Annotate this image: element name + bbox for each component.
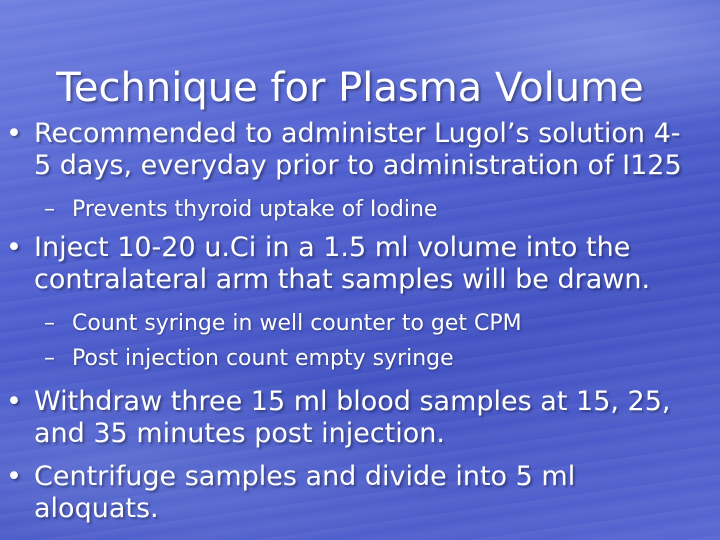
sub-bullet-text: Prevents thyroid uptake of Iodine xyxy=(72,197,438,222)
bullet-text-line: Centrifuge samples and divide into 5 ml xyxy=(34,461,576,492)
bullet-icon: • xyxy=(6,386,22,417)
bullet-item xyxy=(6,461,718,525)
bullet-icon: • xyxy=(6,118,22,149)
bullet-text-line: and 35 minutes post injection. xyxy=(34,418,445,449)
sub-bullet-text: Count syringe in well counter to get CPM xyxy=(72,311,522,336)
sub-bullet-item xyxy=(44,196,714,224)
bullet-item xyxy=(6,386,718,450)
bullet-item xyxy=(6,232,718,296)
slide-title: Technique for Plasma Volume xyxy=(56,65,644,111)
sub-bullet-item xyxy=(44,310,714,338)
bullet-text-line: Inject 10-20 u.Ci in a 1.5 ml volume into the xyxy=(34,232,631,263)
bullet-text-line: Withdraw three 15 ml blood samples at 15, 25, xyxy=(34,386,671,417)
dash-icon: – xyxy=(44,311,55,336)
bullet-text-line: aloquats. xyxy=(34,493,159,524)
bullet-text-line: contralateral arm that samples will be drawn. xyxy=(34,264,651,295)
sub-bullet-text: Post injection count empty syringe xyxy=(72,346,454,371)
sub-bullet-item xyxy=(44,345,714,373)
bullet-icon: • xyxy=(6,232,22,263)
bullet-text-line: Recommended to administer Lugol’s solution 4- xyxy=(34,118,681,149)
bullet-item xyxy=(6,118,718,182)
dash-icon: – xyxy=(44,346,55,371)
bullet-text-line: 5 days, everyday prior to administration of I125 xyxy=(34,150,682,181)
dash-icon: – xyxy=(44,197,55,222)
bullet-icon: • xyxy=(6,461,22,492)
